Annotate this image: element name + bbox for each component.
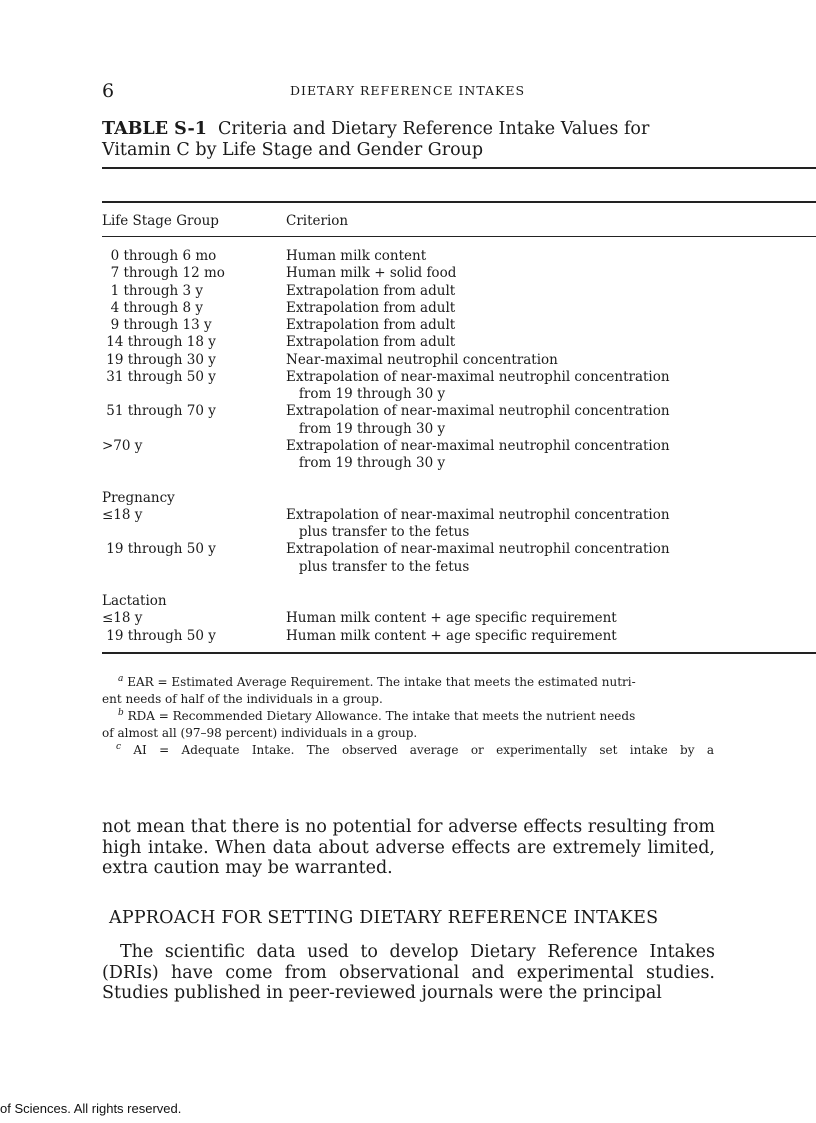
table-row <box>0 455 816 472</box>
cell-criterion: Extrapolation of near-maximal neutrophil concentration <box>286 437 670 454</box>
table-row <box>0 352 816 369</box>
cell-life-stage: Pregnancy <box>102 489 175 506</box>
table-title <box>102 119 802 161</box>
footnote-a <box>102 671 714 708</box>
cell-criterion: from 19 through 30 y <box>286 386 446 402</box>
cell-life-stage: Lactation <box>102 593 167 609</box>
cell-criterion: Human milk content <box>286 248 427 264</box>
footnote-c-mark: c <box>116 742 122 752</box>
footnote-b-line1: RDA = Recommended Dietary Allowance. The intake that meets the nutrient needs <box>127 709 636 723</box>
cell-criterion: Extrapolation of near-maximal neutrophil concentration <box>286 368 670 385</box>
cell-criterion: from 19 through 30 y <box>286 455 446 471</box>
running-head: DIETARY REFERENCE INTAKES <box>290 83 526 98</box>
cell-life-stage: 4 through 8 y <box>102 299 203 316</box>
cell-criterion: Human milk + solid food <box>286 265 457 282</box>
table-row <box>0 507 816 524</box>
table-row <box>0 541 816 558</box>
cell-life-stage: >70 y <box>102 437 143 454</box>
cell-life-stage: 19 through 50 y <box>102 627 216 644</box>
footnote-b <box>102 705 714 742</box>
table-row <box>0 369 816 386</box>
cell-life-stage: 1 through 3 y <box>102 282 203 299</box>
cell-criterion: Extrapolation from adult <box>286 299 456 316</box>
table-row <box>0 438 816 455</box>
cell-criterion: Near-maximal neutrophil concentration <box>286 351 558 368</box>
column-header-life-stage: Life Stage Group <box>102 213 219 229</box>
table-title-line1: Criteria and Dietary Reference Intake Values for <box>218 119 650 139</box>
table-row <box>0 576 816 593</box>
cell-criterion: Human milk content + age specific requirement <box>286 627 617 644</box>
table-row <box>0 403 816 420</box>
table-header-bottom-rule <box>102 236 816 237</box>
cell-criterion: Extrapolation from adult <box>286 317 456 333</box>
table-header-rule <box>102 201 816 203</box>
cell-criterion: Extrapolation of near-maximal neutrophil concentration <box>286 541 670 558</box>
cell-life-stage: ≤18 y <box>102 506 143 523</box>
table-row <box>0 524 816 541</box>
table-bottom-rule <box>102 652 816 654</box>
table-row <box>0 386 816 403</box>
cell-criterion: Extrapolation from adult <box>286 334 456 351</box>
footnote-c-line1: AI = Adequate Intake. The observed average or experimentally set intake by a <box>133 743 714 757</box>
table-row <box>0 334 816 351</box>
body-paragraph-1: not mean that there is no potential for adverse effects resulting from high intake. When data about adverse effects are extremely limited, extra caution may be warranted. <box>102 817 715 878</box>
cell-criterion: from 19 through 30 y <box>286 420 446 437</box>
table-row <box>0 559 816 576</box>
table-row <box>0 421 816 438</box>
cell-life-stage: ≤18 y <box>102 610 143 627</box>
cell-life-stage: 14 through 18 y <box>102 334 216 351</box>
table-title-line2: Vitamin C by Life Stage and Gender Group <box>102 140 484 160</box>
table-row <box>0 248 816 265</box>
cell-life-stage: 19 through 30 y <box>102 351 216 368</box>
cell-criterion: plus transfer to the fetus <box>286 558 470 575</box>
cell-life-stage: 9 through 13 y <box>102 317 212 333</box>
cell-life-stage: 7 through 12 mo <box>102 265 225 282</box>
cell-life-stage: 0 through 6 mo <box>102 248 217 264</box>
table-row <box>0 265 816 282</box>
column-header-criterion: Criterion <box>286 213 349 229</box>
table-row <box>0 490 816 507</box>
footnote-c <box>116 739 714 759</box>
cell-life-stage: 31 through 50 y <box>102 368 216 385</box>
footnote-b-mark: b <box>118 708 124 718</box>
copyright-notice: of Sciences. All rights reserved. <box>0 1101 182 1116</box>
cell-life-stage: 19 through 50 y <box>102 541 216 558</box>
table-row <box>0 283 816 300</box>
table-label: TABLE S-1 <box>102 119 207 139</box>
table-row <box>0 593 816 610</box>
cell-criterion: Extrapolation of near-maximal neutrophil concentration <box>286 506 670 523</box>
table-row <box>0 628 816 645</box>
cell-life-stage: 51 through 70 y <box>102 403 216 420</box>
footnote-a-mark: a <box>118 674 124 684</box>
table-top-rule <box>102 167 816 169</box>
cell-criterion: Extrapolation from adult <box>286 282 456 299</box>
table-row <box>0 317 816 334</box>
table-row <box>0 472 816 489</box>
section-heading: APPROACH FOR SETTING DIETARY REFERENCE INTAKES <box>109 908 659 928</box>
body-paragraph-2: The scientific data used to develop Dietary Reference Intakes (DRIs) have come from observational and experimental studies. Studies published in peer-reviewed journals were the principal <box>102 942 715 1003</box>
footnote-a-line2: ent needs of half of the individuals in a group. <box>102 692 383 706</box>
cell-criterion: plus transfer to the fetus <box>286 524 470 540</box>
footnote-a-line1: EAR = Estimated Average Requirement. The intake that meets the estimated nutri- <box>127 675 636 689</box>
cell-criterion: Extrapolation of near-maximal neutrophil concentration <box>286 403 670 420</box>
page-number: 6 <box>102 80 115 102</box>
footnote-b-line2: of almost all (97–98 percent) individuals in a group. <box>102 726 418 740</box>
cell-criterion: Human milk content + age specific requirement <box>286 610 617 627</box>
table-row <box>0 610 816 627</box>
table-row <box>0 300 816 317</box>
